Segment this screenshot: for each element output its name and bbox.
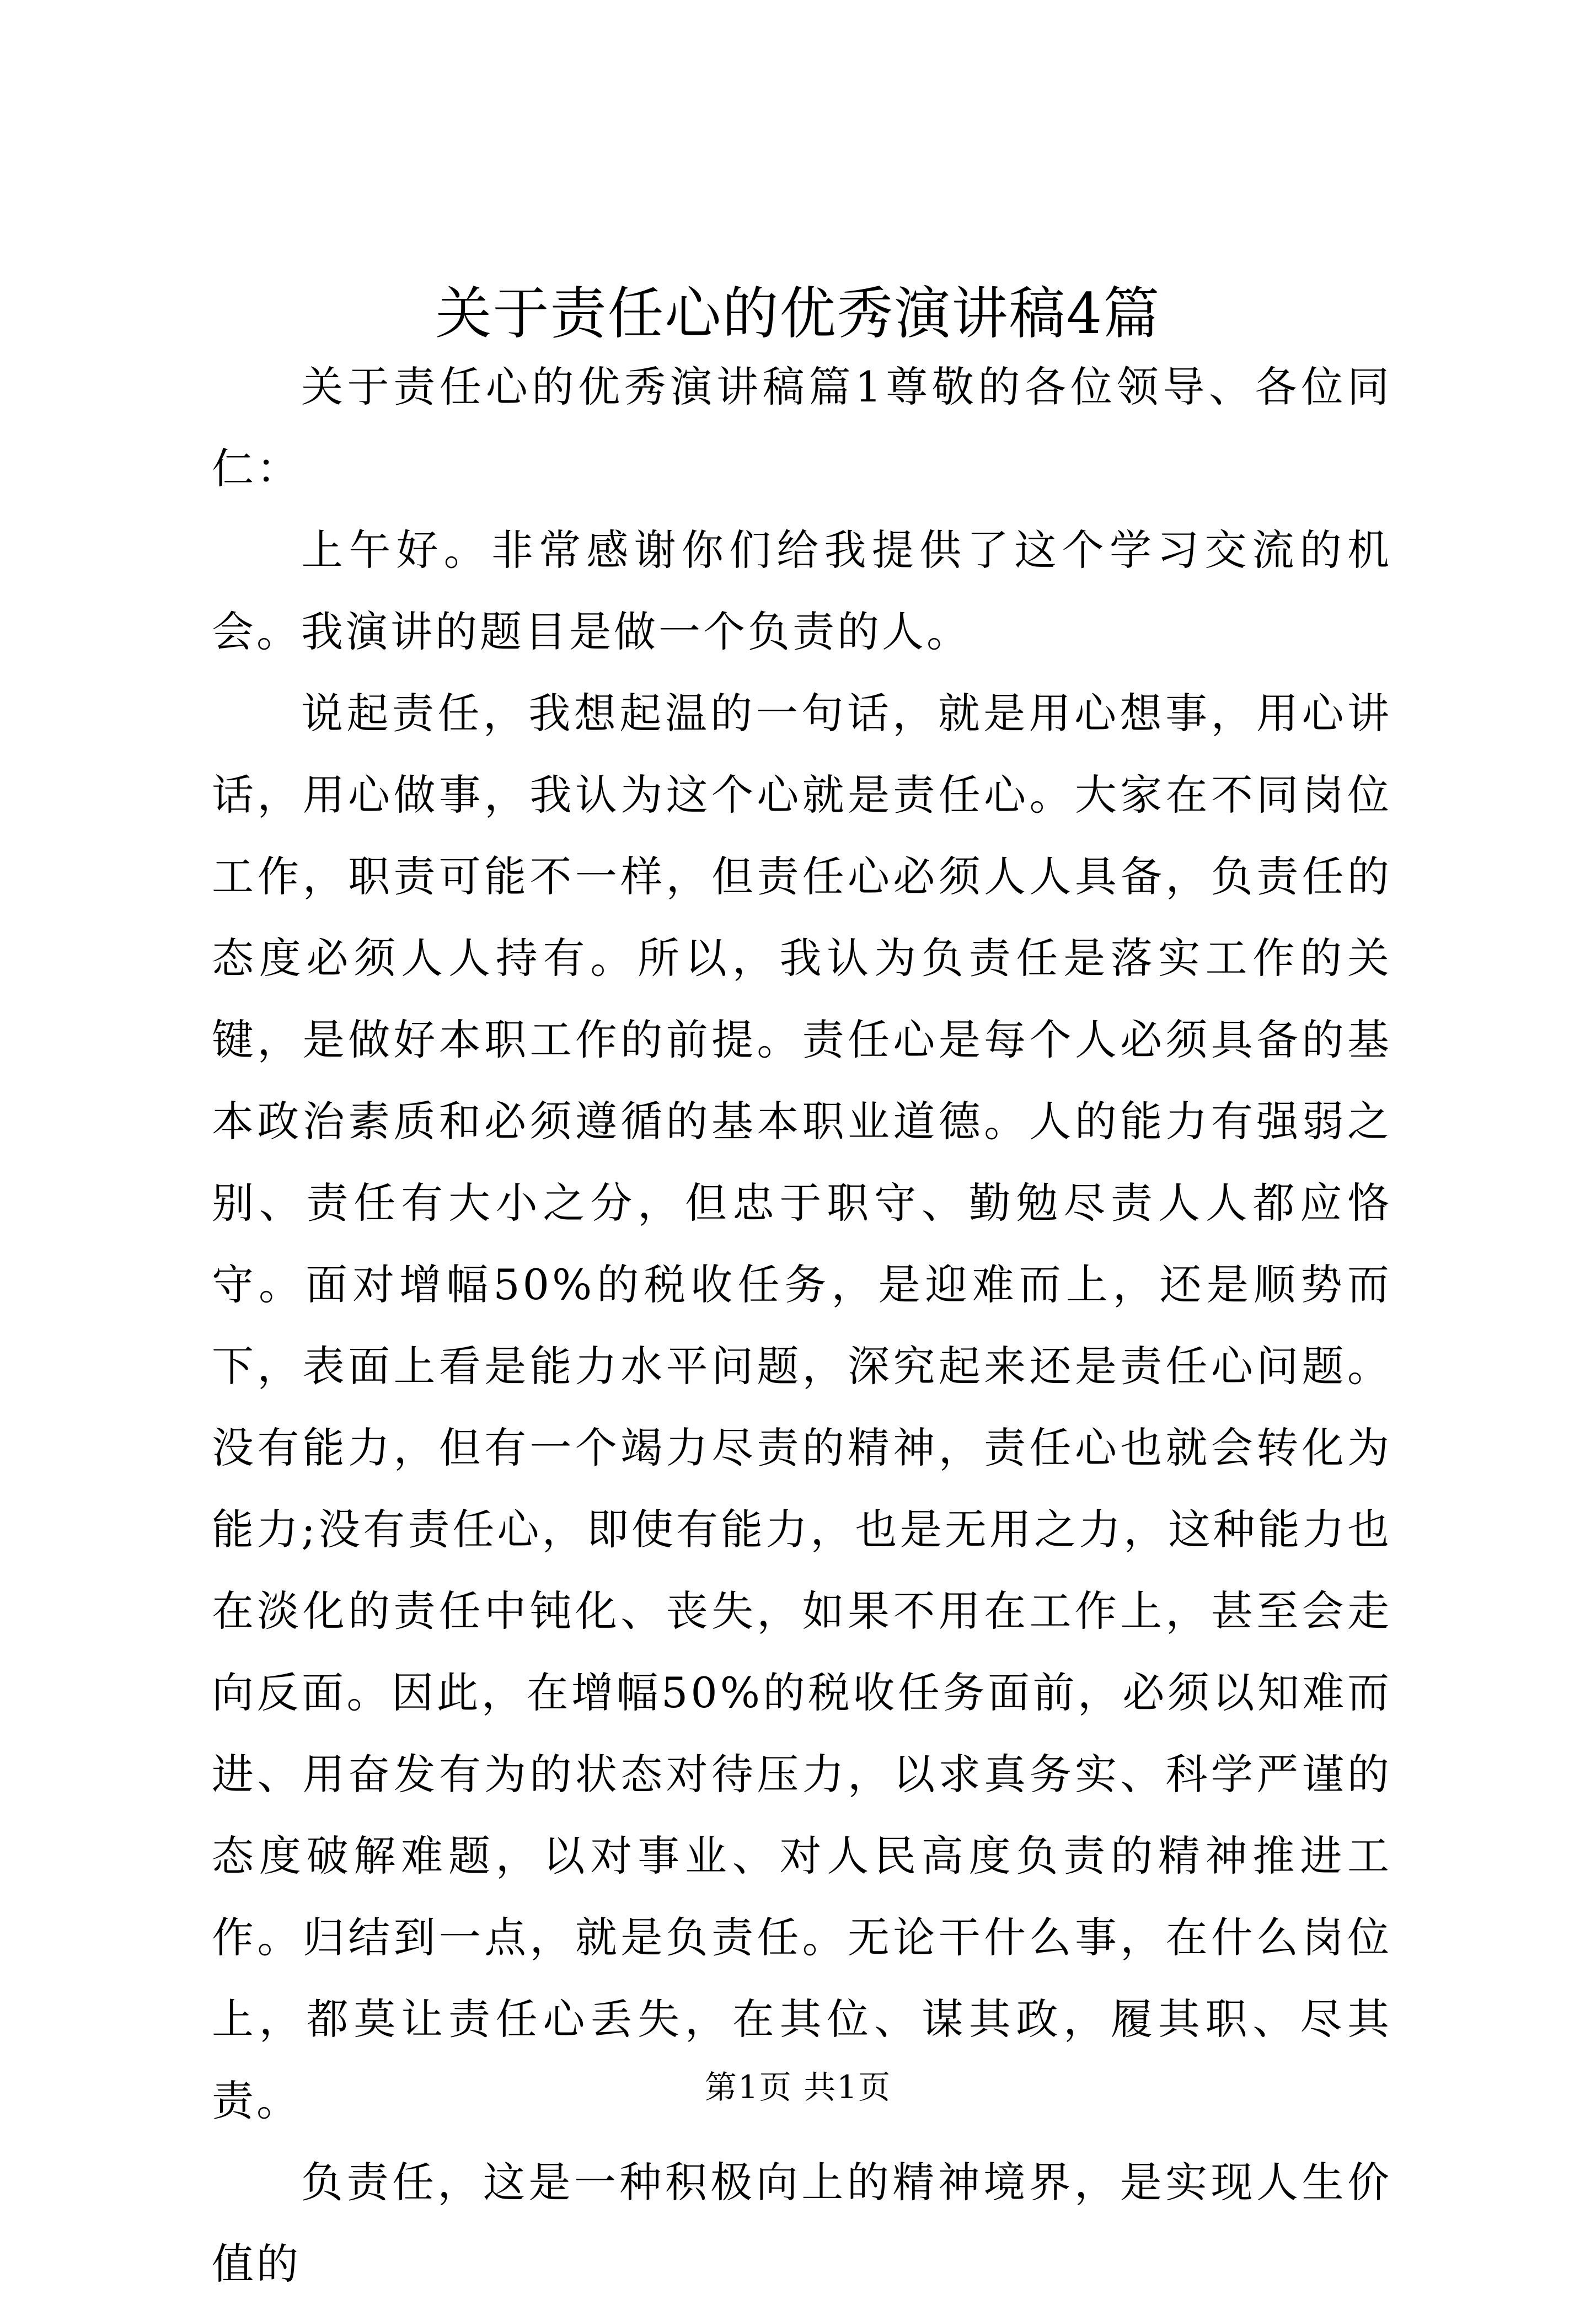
paragraph-4: 负责任，这是一种积极向上的精神境界，是实现人生价值的 xyxy=(212,2158,1392,2288)
paragraph-1: 关于责任心的优秀演讲稿篇1尊敬的各位领导、各位同仁： xyxy=(212,362,1392,493)
page-footer xyxy=(0,2065,1596,2109)
paragraph-2: 上午好。非常感谢你们给我提供了这个学习交流的机会。我演讲的题目是做一个负责的人。 xyxy=(212,526,1392,656)
paragraph-3: 说起责任，我想起温的一句话，就是用心想事，用心讲话，用心做事，我认为这个心就是责任心。大家在不同岗位工作，职责可能不一样，但责任心必须人人具备，负责任的态度必须人人持有。所以，我认为负责任是落实工作的关键，是做好本职工作的前提。责任心是每个人必须具备的基本政治素质和必须遵循的基本职业道德。人的能力有强弱之别、责任有大小之分，但忠于职守、勤勉尽责人人都应恪守。面对增幅50%的税收任务，是迎难而上，还是顺势而下，表面上看是能力水平问题，深究起来还是责任心问题。没有能力，但有一个竭力尽责的精神，责任心也就会转化为能力;没有责任心，即使有能力，也是无用之力，这种能力也在淡化的责任中钝化、丧失，如果不用在工作上，甚至会走向反面。因此，在增幅50%的税收任务面前，必须以知难而进、用奋发有为的状态对待压力，以求真务实、科学严谨的态度破解难题，以对事业、对人民高度负责的精神推进工作。归结到一点，就是负责任。无论干什么事，在什么岗位上，都莫让责任心丢失，在其位、谋其政，履其职、尽其责。 xyxy=(212,689,1392,2125)
page-number-label: 第1页 共1页 xyxy=(704,2068,892,2106)
document-body xyxy=(212,346,1392,2305)
document-title: 关于责任心的优秀演讲稿4篇 xyxy=(435,281,1161,347)
